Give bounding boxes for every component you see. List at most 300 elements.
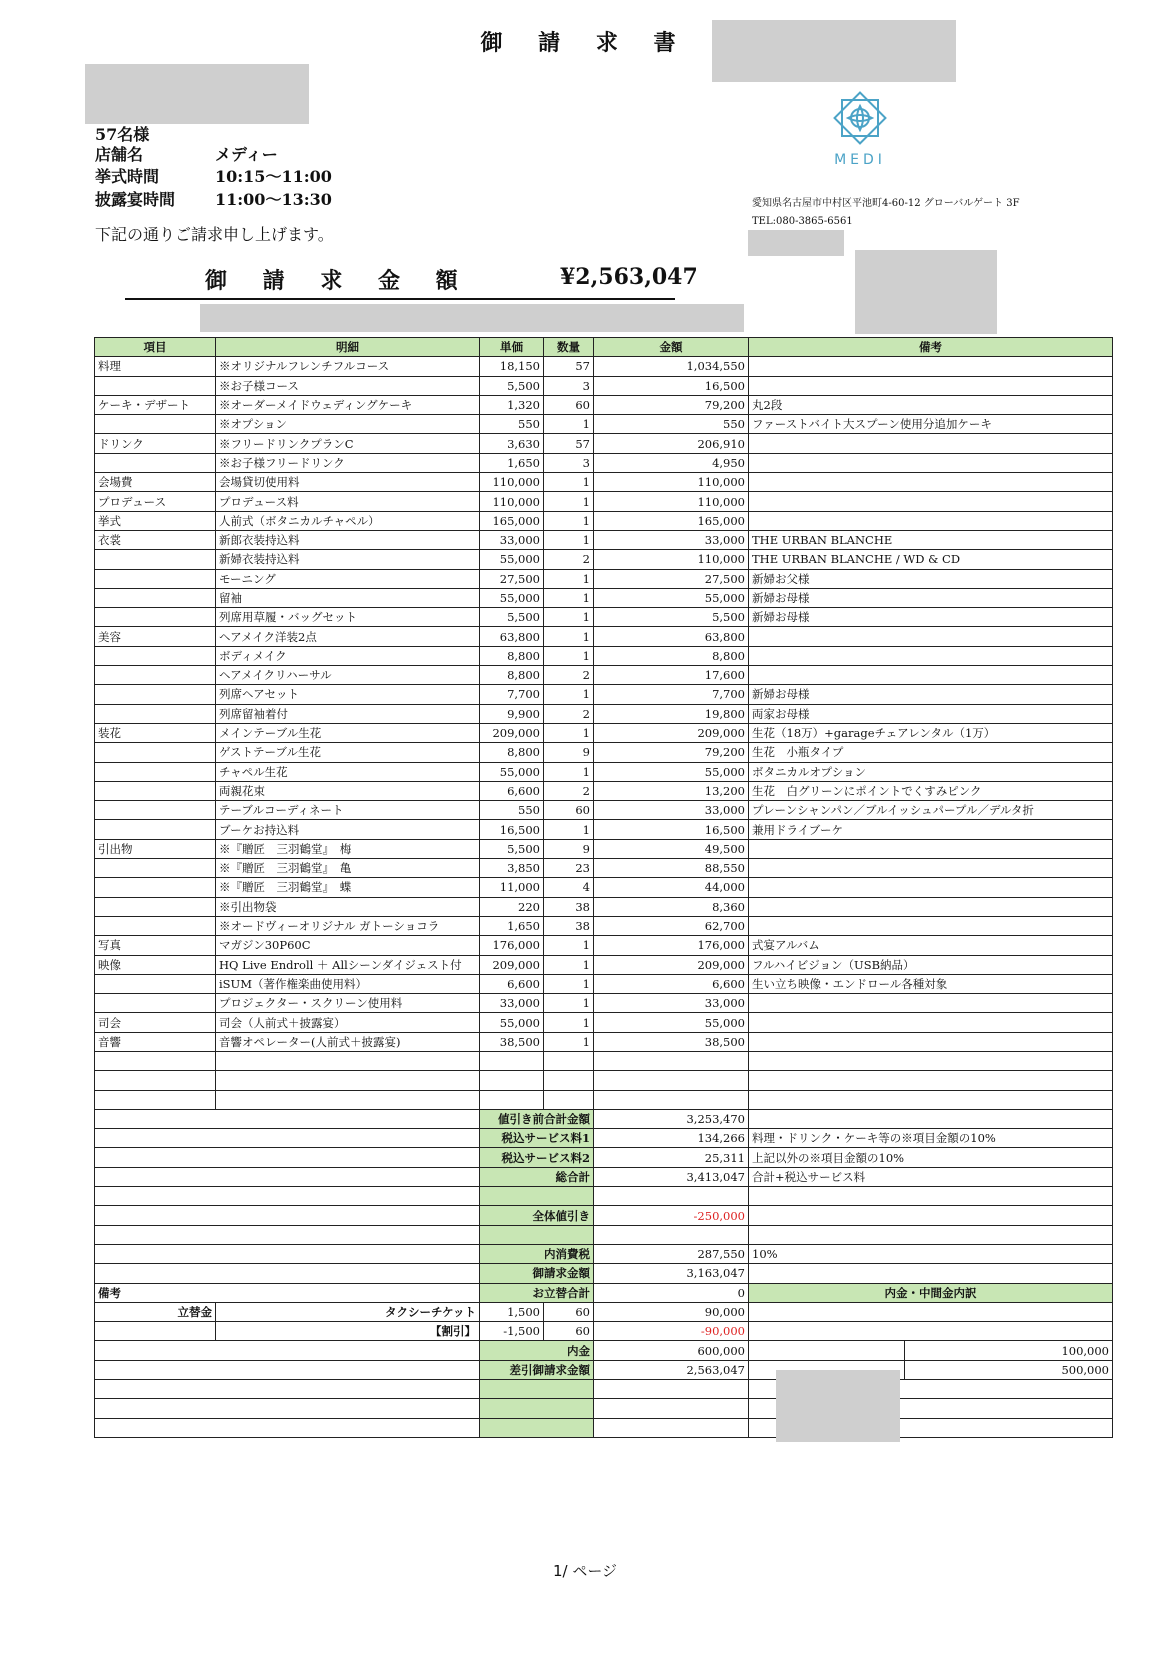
item-note: THE URBAN BLANCHE / WD & CD xyxy=(749,550,1113,569)
item-quantity: 1 xyxy=(544,646,594,665)
item-quantity: 57 xyxy=(544,434,594,453)
item-quantity: 9 xyxy=(544,839,594,858)
document-title: 御 請 求 書 xyxy=(480,30,690,56)
item-category xyxy=(95,781,216,800)
item-category xyxy=(95,820,216,839)
item-unit-price: 18,150 xyxy=(480,357,544,376)
advance-item-row xyxy=(95,1302,1113,1321)
summary-spacer xyxy=(95,1187,480,1206)
item-amount: 8,360 xyxy=(594,897,749,916)
summary-spacer xyxy=(95,1148,480,1167)
summary-spacer xyxy=(95,1206,480,1225)
table-row xyxy=(95,839,1113,858)
item-detail: ※オードヴィーオリジナル ガトーショコラ xyxy=(216,916,480,935)
item-amount: 55,000 xyxy=(594,1013,749,1032)
item-detail: ※フリードリンクプランC xyxy=(216,434,480,453)
summary-spacer xyxy=(95,1244,480,1263)
item-category xyxy=(95,685,216,704)
item-note: 兼用ドライブーケ xyxy=(749,820,1113,839)
reception-value: 11:00〜13:30 xyxy=(215,190,332,209)
ceremony-label: 挙式時間 xyxy=(95,167,160,186)
item-category: 料理 xyxy=(95,357,216,376)
item-category: 挙式 xyxy=(95,511,216,530)
shop-value: メディー xyxy=(215,145,278,164)
empty-cell xyxy=(216,1090,480,1109)
table-row xyxy=(95,685,1113,704)
item-unit-price: 3,850 xyxy=(480,859,544,878)
item-quantity: 1 xyxy=(544,1032,594,1051)
column-header: 項目 xyxy=(95,338,216,357)
empty-cell xyxy=(594,1380,749,1399)
item-category: プロデュース xyxy=(95,492,216,511)
item-note: 新婦お母様 xyxy=(749,608,1113,627)
item-detail: 人前式（ボタニカルチャペル） xyxy=(216,511,480,530)
item-note: 新婦お父様 xyxy=(749,569,1113,588)
item-amount: 8,800 xyxy=(594,646,749,665)
item-quantity: 1 xyxy=(544,936,594,955)
item-quantity: 60 xyxy=(544,395,594,414)
item-detail: ※オリジナルフレンチフルコース xyxy=(216,357,480,376)
blank-row xyxy=(95,1418,1113,1437)
item-quantity: 38 xyxy=(544,916,594,935)
table-row xyxy=(95,453,1113,472)
item-amount: 33,000 xyxy=(594,994,749,1013)
summary-row xyxy=(95,1187,1113,1206)
summary-spacer xyxy=(95,1225,480,1244)
item-unit-price: 209,000 xyxy=(480,723,544,742)
item-detail: ブーケお持込料 xyxy=(216,820,480,839)
invoice-table xyxy=(94,337,1113,1438)
item-quantity: 1 xyxy=(544,1013,594,1032)
item-unit-price: 33,000 xyxy=(480,994,544,1013)
item-category xyxy=(95,588,216,607)
item-quantity: 1 xyxy=(544,723,594,742)
item-note xyxy=(749,434,1113,453)
summary-label xyxy=(480,1187,594,1206)
item-note xyxy=(749,1013,1113,1032)
item-quantity: 1 xyxy=(544,762,594,781)
empty-cell xyxy=(544,1071,594,1090)
item-amount: 550 xyxy=(594,415,749,434)
summary-amount: 3,253,470 xyxy=(594,1109,749,1128)
table-row xyxy=(95,723,1113,742)
item-quantity: 1 xyxy=(544,569,594,588)
summary-amount: 287,550 xyxy=(594,1244,749,1263)
item-quantity: 2 xyxy=(544,550,594,569)
item-unit-price: 7,700 xyxy=(480,685,544,704)
advance-amount: 0 xyxy=(594,1283,749,1302)
item-note xyxy=(749,376,1113,395)
empty-cell xyxy=(749,1341,905,1360)
empty-cell xyxy=(480,1418,594,1437)
table-row xyxy=(95,492,1113,511)
item-quantity: 4 xyxy=(544,878,594,897)
item-note: 丸2段 xyxy=(749,395,1113,414)
item-unit-price: 220 xyxy=(480,897,544,916)
reception-label: 披露宴時間 xyxy=(95,190,176,209)
summary-note: 合計+税込サービス料 xyxy=(749,1167,1113,1186)
item-unit-price: 550 xyxy=(480,801,544,820)
blank-row xyxy=(95,1071,1113,1090)
item-unit-price: 33,000 xyxy=(480,530,544,549)
table-row xyxy=(95,743,1113,762)
item-unit-price: 63,800 xyxy=(480,627,544,646)
item-category xyxy=(95,569,216,588)
total-block xyxy=(125,262,698,300)
table-row xyxy=(95,859,1113,878)
item-unit-price: 1,650 xyxy=(480,916,544,935)
table-row xyxy=(95,897,1113,916)
item-quantity: 1 xyxy=(544,608,594,627)
item-detail: モーニング xyxy=(216,569,480,588)
item-category: 司会 xyxy=(95,1013,216,1032)
summary-amount xyxy=(594,1225,749,1244)
item-detail: ヘアメイク洋装2点 xyxy=(216,627,480,646)
company-logo xyxy=(820,88,900,178)
balance-label: 差引御請求金額 xyxy=(480,1360,594,1379)
item-detail: HQ Live Endroll ＋ Allシーンダイジェスト付 xyxy=(216,955,480,974)
empty-cell xyxy=(216,1071,480,1090)
item-amount: 16,500 xyxy=(594,820,749,839)
table-row xyxy=(95,781,1113,800)
table-row xyxy=(95,550,1113,569)
ceremony-value: 10:15〜11:00 xyxy=(215,167,332,186)
empty-cell xyxy=(544,1051,594,1070)
item-unit-price: 5,500 xyxy=(480,376,544,395)
ceremony-row xyxy=(95,166,332,188)
table-row xyxy=(95,801,1113,820)
table-row xyxy=(95,646,1113,665)
summary-row xyxy=(95,1109,1113,1128)
item-category: 音響 xyxy=(95,1032,216,1051)
column-header: 明細 xyxy=(216,338,480,357)
item-amount: 44,000 xyxy=(594,878,749,897)
empty-cell xyxy=(594,1399,749,1418)
item-category: 会場費 xyxy=(95,473,216,492)
summary-note xyxy=(749,1109,1113,1128)
item-detail: チャペル生花 xyxy=(216,762,480,781)
item-detail: ※『贈匠 三羽鶴堂』 梅 xyxy=(216,839,480,858)
item-amount: 38,500 xyxy=(594,1032,749,1051)
item-detail: 新郎衣装持込料 xyxy=(216,530,480,549)
item-unit-price: 209,000 xyxy=(480,955,544,974)
table-row xyxy=(95,820,1113,839)
item-category: 写真 xyxy=(95,936,216,955)
item-category: ドリンク xyxy=(95,434,216,453)
item-detail: ※オプション xyxy=(216,415,480,434)
item-amount: 19,800 xyxy=(594,704,749,723)
item-detail: ※オーダーメイドウェディングケーキ xyxy=(216,395,480,414)
item-unit-price: 550 xyxy=(480,415,544,434)
item-quantity: 1 xyxy=(544,492,594,511)
item-note: 生い立ち映像・エンドロール各種対象 xyxy=(749,974,1113,993)
item-category xyxy=(95,859,216,878)
item-detail: ※お子様コース xyxy=(216,376,480,395)
item-detail: 留袖 xyxy=(216,588,480,607)
summary-spacer xyxy=(95,1129,480,1148)
item-amount: 79,200 xyxy=(594,743,749,762)
item-quantity: 2 xyxy=(544,704,594,723)
advance-item-price: 1,500 xyxy=(480,1302,544,1321)
notes-label: 備考 xyxy=(95,1283,480,1302)
empty-cell xyxy=(216,1051,480,1070)
item-amount: 13,200 xyxy=(594,781,749,800)
item-quantity: 1 xyxy=(544,511,594,530)
item-category xyxy=(95,550,216,569)
item-amount: 1,034,550 xyxy=(594,357,749,376)
item-detail: 音響オペレーター(人前式＋披露宴) xyxy=(216,1032,480,1051)
redacted-block xyxy=(200,304,744,332)
item-amount: 33,000 xyxy=(594,801,749,820)
item-unit-price: 5,500 xyxy=(480,839,544,858)
item-category xyxy=(95,994,216,1013)
item-category xyxy=(95,608,216,627)
item-category xyxy=(95,762,216,781)
summary-row xyxy=(95,1244,1113,1263)
empty-cell xyxy=(594,1051,749,1070)
redacted-block xyxy=(776,1370,900,1442)
redacted-block xyxy=(85,64,309,124)
advance-item-price: -1,500 xyxy=(480,1322,544,1341)
table-row xyxy=(95,1013,1113,1032)
item-amount: 49,500 xyxy=(594,839,749,858)
summary-row xyxy=(95,1225,1113,1244)
advance-item: 【割引】 xyxy=(216,1322,480,1341)
summary-row xyxy=(95,1264,1113,1283)
item-detail: ※引出物袋 xyxy=(216,897,480,916)
item-category xyxy=(95,801,216,820)
item-detail: ※『贈匠 三羽鶴堂』 亀 xyxy=(216,859,480,878)
item-detail: 列席ヘアセット xyxy=(216,685,480,704)
item-quantity: 57 xyxy=(544,357,594,376)
total-label: 御 請 求 金 額 xyxy=(205,268,472,294)
item-note xyxy=(749,453,1113,472)
redacted-block xyxy=(855,250,997,334)
empty-cell xyxy=(594,1418,749,1437)
table-row xyxy=(95,704,1113,723)
column-header: 数量 xyxy=(544,338,594,357)
empty-cell xyxy=(480,1090,544,1109)
item-category: 衣裳 xyxy=(95,530,216,549)
item-quantity: 1 xyxy=(544,627,594,646)
item-quantity: 1 xyxy=(544,955,594,974)
table-row xyxy=(95,936,1113,955)
table-row xyxy=(95,588,1113,607)
item-amount: 209,000 xyxy=(594,955,749,974)
item-note: 両家お母様 xyxy=(749,704,1113,723)
item-quantity: 1 xyxy=(544,974,594,993)
balance-amount: 2,563,047 xyxy=(594,1360,749,1379)
item-category xyxy=(95,743,216,762)
item-detail: ゲストテーブル生花 xyxy=(216,743,480,762)
item-unit-price: 11,000 xyxy=(480,878,544,897)
table-row xyxy=(95,627,1113,646)
item-detail: 会場貸切使用料 xyxy=(216,473,480,492)
item-note xyxy=(749,916,1113,935)
item-note: 式宴アルバム xyxy=(749,936,1113,955)
item-quantity: 1 xyxy=(544,820,594,839)
empty-cell xyxy=(95,1399,480,1418)
deposit-amount: 600,000 xyxy=(594,1341,749,1360)
empty-cell xyxy=(480,1071,544,1090)
item-note: 生花 小瓶タイプ xyxy=(749,743,1113,762)
empty-cell xyxy=(95,1051,216,1070)
invoice-table-body xyxy=(95,338,1113,1438)
item-category: ケーキ・デザート xyxy=(95,395,216,414)
item-quantity: 23 xyxy=(544,859,594,878)
table-row xyxy=(95,762,1113,781)
summary-row xyxy=(95,1148,1113,1167)
summary-note: 上記以外の※項目金額の10% xyxy=(749,1148,1113,1167)
empty-cell xyxy=(749,1071,1113,1090)
item-note xyxy=(749,839,1113,858)
summary-label: 値引き前合計金額 xyxy=(480,1109,594,1128)
advance-item: タクシーチケット xyxy=(216,1302,480,1321)
column-header: 備考 xyxy=(749,338,1113,357)
item-category xyxy=(95,666,216,685)
item-amount: 110,000 xyxy=(594,492,749,511)
item-category xyxy=(95,704,216,723)
item-note: 生花（18万）+garageチェアレンタル（1万） xyxy=(749,723,1113,742)
deposit-row xyxy=(95,1341,1113,1360)
empty-cell xyxy=(544,1090,594,1109)
summary-label xyxy=(480,1225,594,1244)
item-amount: 165,000 xyxy=(594,511,749,530)
item-unit-price: 16,500 xyxy=(480,820,544,839)
table-row xyxy=(95,395,1113,414)
item-amount: 206,910 xyxy=(594,434,749,453)
summary-spacer xyxy=(95,1109,480,1128)
item-note xyxy=(749,1032,1113,1051)
table-row xyxy=(95,608,1113,627)
item-unit-price: 176,000 xyxy=(480,936,544,955)
item-note xyxy=(749,357,1113,376)
item-amount: 110,000 xyxy=(594,550,749,569)
item-category: 装花 xyxy=(95,723,216,742)
summary-note xyxy=(749,1187,1113,1206)
item-detail: iSUM（著作権楽曲使用料） xyxy=(216,974,480,993)
advance-breakdown-label: 内金・中間金内訳 xyxy=(749,1283,1113,1302)
item-detail: プロデュース料 xyxy=(216,492,480,511)
item-note xyxy=(749,646,1113,665)
item-note xyxy=(749,859,1113,878)
item-detail: マガジン30P60C xyxy=(216,936,480,955)
summary-spacer xyxy=(95,1341,480,1360)
summary-note: 10% xyxy=(749,1244,1113,1263)
advance-category: 立替金 xyxy=(95,1302,216,1321)
guest-count: 57名様 xyxy=(95,125,150,144)
item-category xyxy=(95,878,216,897)
item-note xyxy=(749,511,1113,530)
item-unit-price: 3,630 xyxy=(480,434,544,453)
table-row xyxy=(95,955,1113,974)
item-category: 映像 xyxy=(95,955,216,974)
item-category xyxy=(95,376,216,395)
company-address: 愛知県名古屋市中村区平池町4-60-12 グローバルゲート 3F xyxy=(752,198,1020,209)
table-row xyxy=(95,1032,1113,1051)
item-quantity: 1 xyxy=(544,415,594,434)
table-row xyxy=(95,916,1113,935)
deposit-breakdown: 100,000 xyxy=(905,1341,1113,1360)
item-category xyxy=(95,897,216,916)
summary-amount: 134,266 xyxy=(594,1129,749,1148)
item-amount: 7,700 xyxy=(594,685,749,704)
summary-spacer xyxy=(95,1167,480,1186)
item-detail: ボディメイク xyxy=(216,646,480,665)
summary-row xyxy=(95,1206,1113,1225)
empty-cell xyxy=(95,1090,216,1109)
table-row xyxy=(95,434,1113,453)
table-row xyxy=(95,357,1113,376)
summary-label: 税込サービス料1 xyxy=(480,1129,594,1148)
blank-row xyxy=(95,1051,1113,1070)
item-unit-price: 9,900 xyxy=(480,704,544,723)
item-detail: ヘアメイクリハーサル xyxy=(216,666,480,685)
item-quantity: 1 xyxy=(544,685,594,704)
empty-cell xyxy=(95,1071,216,1090)
empty-cell xyxy=(480,1380,594,1399)
empty-cell xyxy=(594,1071,749,1090)
item-note xyxy=(749,473,1113,492)
empty-cell xyxy=(749,1322,1113,1341)
item-note xyxy=(749,897,1113,916)
item-amount: 110,000 xyxy=(594,473,749,492)
item-category xyxy=(95,974,216,993)
item-detail: 新婦衣装持込料 xyxy=(216,550,480,569)
item-amount: 209,000 xyxy=(594,723,749,742)
empty-cell xyxy=(594,1090,749,1109)
blank-row xyxy=(95,1380,1113,1399)
table-header-row xyxy=(95,338,1113,357)
summary-label: 全体値引き xyxy=(480,1206,594,1225)
summary-row xyxy=(95,1167,1113,1186)
item-unit-price: 6,600 xyxy=(480,974,544,993)
item-amount: 79,200 xyxy=(594,395,749,414)
item-amount: 176,000 xyxy=(594,936,749,955)
item-unit-price: 165,000 xyxy=(480,511,544,530)
column-header: 金額 xyxy=(594,338,749,357)
empty-cell xyxy=(480,1051,544,1070)
reception-row xyxy=(95,189,332,211)
item-note xyxy=(749,492,1113,511)
blank-row xyxy=(95,1090,1113,1109)
item-detail: 両親花束 xyxy=(216,781,480,800)
item-quantity: 1 xyxy=(544,588,594,607)
item-detail: メインテーブル生花 xyxy=(216,723,480,742)
item-quantity: 9 xyxy=(544,743,594,762)
item-amount: 4,950 xyxy=(594,453,749,472)
summary-spacer xyxy=(95,1264,480,1283)
item-amount: 6,600 xyxy=(594,974,749,993)
item-note: ボタニカルオプション xyxy=(749,762,1113,781)
item-unit-price: 8,800 xyxy=(480,646,544,665)
table-row xyxy=(95,994,1113,1013)
item-note: 生花 白グリーンにポイントでくすみピンク xyxy=(749,781,1113,800)
summary-amount: 3,163,047 xyxy=(594,1264,749,1283)
item-detail: ※『贈匠 三羽鶴堂』 蝶 xyxy=(216,878,480,897)
summary-note xyxy=(749,1225,1113,1244)
item-note: プレーンシャンパン／ブルイッシュパープル／デルタ折 xyxy=(749,801,1113,820)
item-unit-price: 55,000 xyxy=(480,550,544,569)
empty-cell xyxy=(749,1302,1113,1321)
table-row xyxy=(95,376,1113,395)
table-row xyxy=(95,530,1113,549)
item-quantity: 1 xyxy=(544,994,594,1013)
item-note xyxy=(749,666,1113,685)
item-unit-price: 6,600 xyxy=(480,781,544,800)
advance-item-amount: -90,000 xyxy=(594,1322,749,1341)
item-unit-price: 8,800 xyxy=(480,743,544,762)
